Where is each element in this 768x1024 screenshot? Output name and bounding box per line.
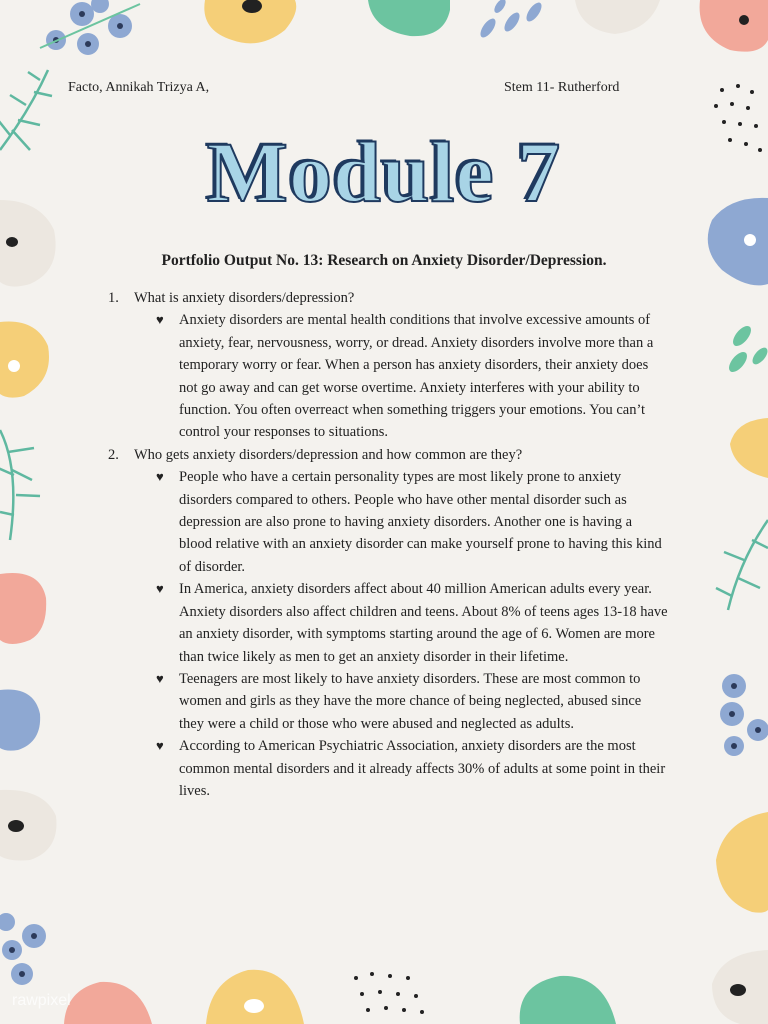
portfolio-subtitle: Portfolio Output No. 13: Research on Anxiety Disorder/Depression. xyxy=(161,252,607,269)
bullet-text: According to American Psychiatric Association, anxiety disorders are the most common mental disorders and it already affects 30% of adults at some point in their lives. xyxy=(179,738,666,799)
pink-flower-icon xyxy=(0,573,46,644)
question-text: What is anxiety disorders/depression? xyxy=(134,290,355,306)
list-item xyxy=(156,668,668,735)
heart-bullet-icon: ♥ xyxy=(156,469,164,485)
heart-bullet-icon: ♥ xyxy=(156,581,164,597)
pale-flower-icon xyxy=(575,0,660,34)
watermark: rawpixel xyxy=(12,992,71,1009)
question-list xyxy=(108,287,668,802)
student-section: Stem 11- Rutherford xyxy=(504,80,620,95)
question-number: 2. xyxy=(108,446,119,463)
page-title: Module 7 xyxy=(206,124,562,220)
list-item xyxy=(156,578,668,668)
dots-pattern-icon xyxy=(354,972,424,1014)
fern-branch-icon xyxy=(0,430,40,540)
heart-bullet-icon: ♥ xyxy=(156,738,164,754)
yellow-flower-icon xyxy=(206,970,304,1024)
question-text: Who gets anxiety disorders/depression and how common are they? xyxy=(134,446,523,463)
blue-flower-icon xyxy=(0,690,40,751)
pink-flower-icon xyxy=(700,0,768,52)
heart-bullet-icon: ♥ xyxy=(156,312,164,328)
yellow-flower-icon xyxy=(730,418,768,478)
fern-branch-icon xyxy=(716,520,768,610)
green-leaf-blob-icon xyxy=(368,0,450,36)
green-leaves-icon xyxy=(726,323,768,375)
student-name: Facto, Annikah Trizya A, xyxy=(68,80,210,95)
yellow-flower-icon xyxy=(0,322,49,398)
list-item xyxy=(156,309,668,443)
bullet-text: Anxiety disorders are mental health conditions that involve excessive amounts of anxiety, fear, nervousness, worry, or dread. Anxiety disorders involve more than a temporary worry or fear. When a person has anxiety disorders, their anxiety does not go away and can get worse overtime. Anxiety interferes with your ability to function. You often overreact when something triggers your emotions. You can’t control your responses to situations. xyxy=(179,312,654,441)
yellow-flower-icon xyxy=(716,812,768,913)
bullet-text: People who have a certain personality types are most likely prone to anxiety disorders compared to others. People who have other mental disorder such as depression are also prone to having anxiety disorders. Another one is having a blood relative with an anxiety disorder can make yourself prone to having this kind of disorder. xyxy=(179,469,662,575)
bullet-text: Teenagers are most likely to have anxiety disorders. These are most common to women and girls as they have the more chance of being neglected, abused since they were a child or those who were abused and neglected as adults. xyxy=(179,670,642,732)
green-leaf-blob-icon xyxy=(520,976,616,1024)
heart-bullet-icon: ♥ xyxy=(156,670,164,686)
blueberry-icon xyxy=(720,674,768,756)
blue-petal-dashes-icon xyxy=(478,0,545,40)
pink-flower-icon xyxy=(64,982,152,1024)
list-item xyxy=(156,735,668,802)
question-item xyxy=(108,444,668,803)
answer-bullet-list xyxy=(108,466,668,802)
answer-bullet-list xyxy=(108,309,668,443)
bullet-text: In America, anxiety disorders affect about 40 million American adults every year. Anxiety disorders also affect children and teens. About 8% of teens ages 13-18 have an anxiety disorder, with symptoms starting around the age of 6. Women are more than twice likely as men to get an anxiety disorder in their lifetime. xyxy=(179,581,668,665)
question-item xyxy=(108,287,668,444)
list-item xyxy=(156,466,668,578)
question-number: 1. xyxy=(108,290,119,306)
